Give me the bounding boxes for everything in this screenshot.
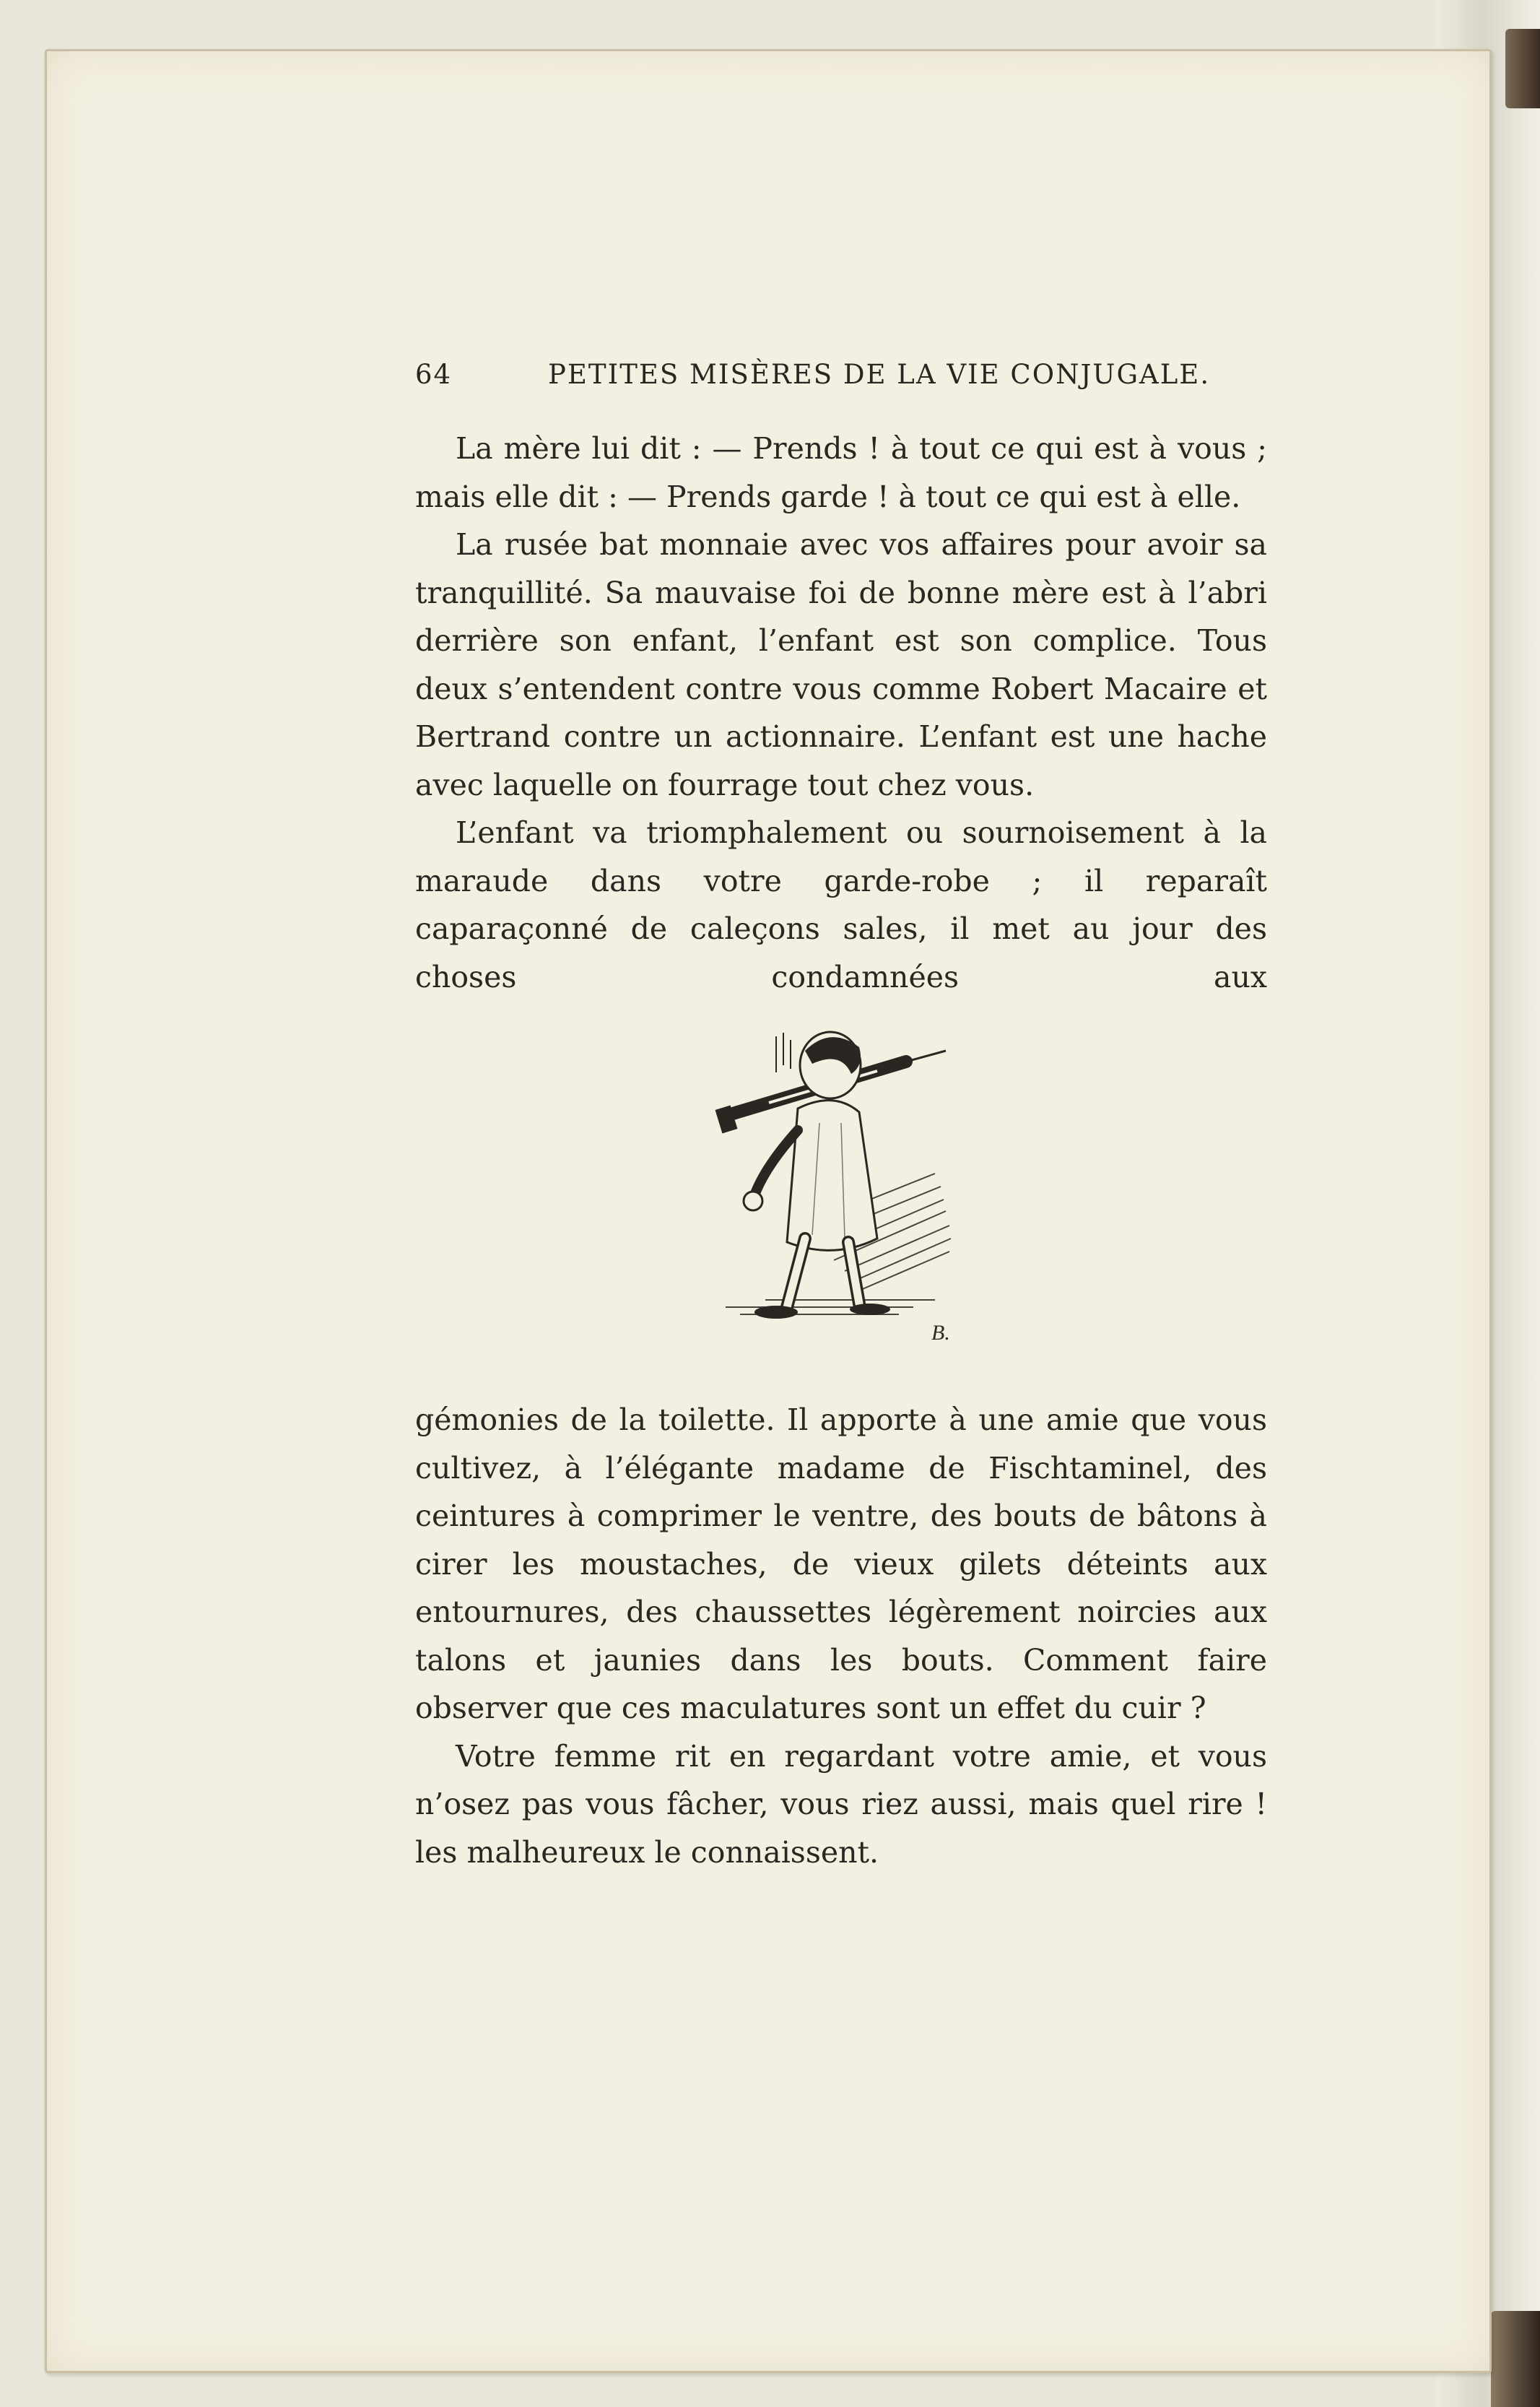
artist-signature: B. bbox=[931, 1321, 950, 1345]
child-engraving-illustration bbox=[697, 1022, 971, 1350]
page-title: PETITES MISÈRES DE LA VIE CONJUGALE. bbox=[548, 359, 1211, 390]
book-spine-bottom bbox=[1491, 2311, 1540, 2407]
motion-marks bbox=[776, 1033, 791, 1072]
text-block-top bbox=[415, 425, 1267, 1001]
paragraph: La mère lui dit : — Prends ! à tout ce qui est à vous ; mais elle dit : — Prends garde ! à tout ce qui est à elle. bbox=[415, 431, 1267, 514]
page-number: 64 bbox=[415, 359, 453, 390]
book-spine-top bbox=[1505, 29, 1540, 108]
text-block-bottom bbox=[415, 1396, 1267, 1876]
paragraph: Votre femme rit en regardant votre amie, et vous n’osez pas vous fâcher, vous riez aussi, mais quel rire ! les malheureux le connaissent. bbox=[415, 1738, 1267, 1870]
paragraph: L’enfant va triomphalement ou sournoisement à la maraude dans votre garde-robe ; il reparaît caparaçonné de caleçons sales, il met au jour des choses condamnées aux bbox=[415, 815, 1267, 994]
paragraph: gémonies de la toilette. Il apporte à une amie que vous cultivez, à l’élégante madame de Fischtaminel, des ceintures à comprimer le ventre, des bouts de bâtons à cirer les moustaches, de vieux gilets déteints aux entournures, des chaussettes légèrement noircies aux talons et jaunies dans les bouts. Comment faire observer que ces maculatures sont un effet du cuir ? bbox=[415, 1402, 1267, 1725]
paragraph: La rusée bat monnaie avec vos affaires pour avoir sa tranquillité. Sa mauvaise foi de bonne mère est à l’abri derrière son enfant, l’enfant est son complice. Tous deux s’entendent contre vous comme Robert Macaire et Bertrand contre un actionnaire. L’enfant est une hache avec laquelle on fourrage tout chez vous. bbox=[415, 527, 1267, 802]
running-header bbox=[415, 359, 1267, 402]
